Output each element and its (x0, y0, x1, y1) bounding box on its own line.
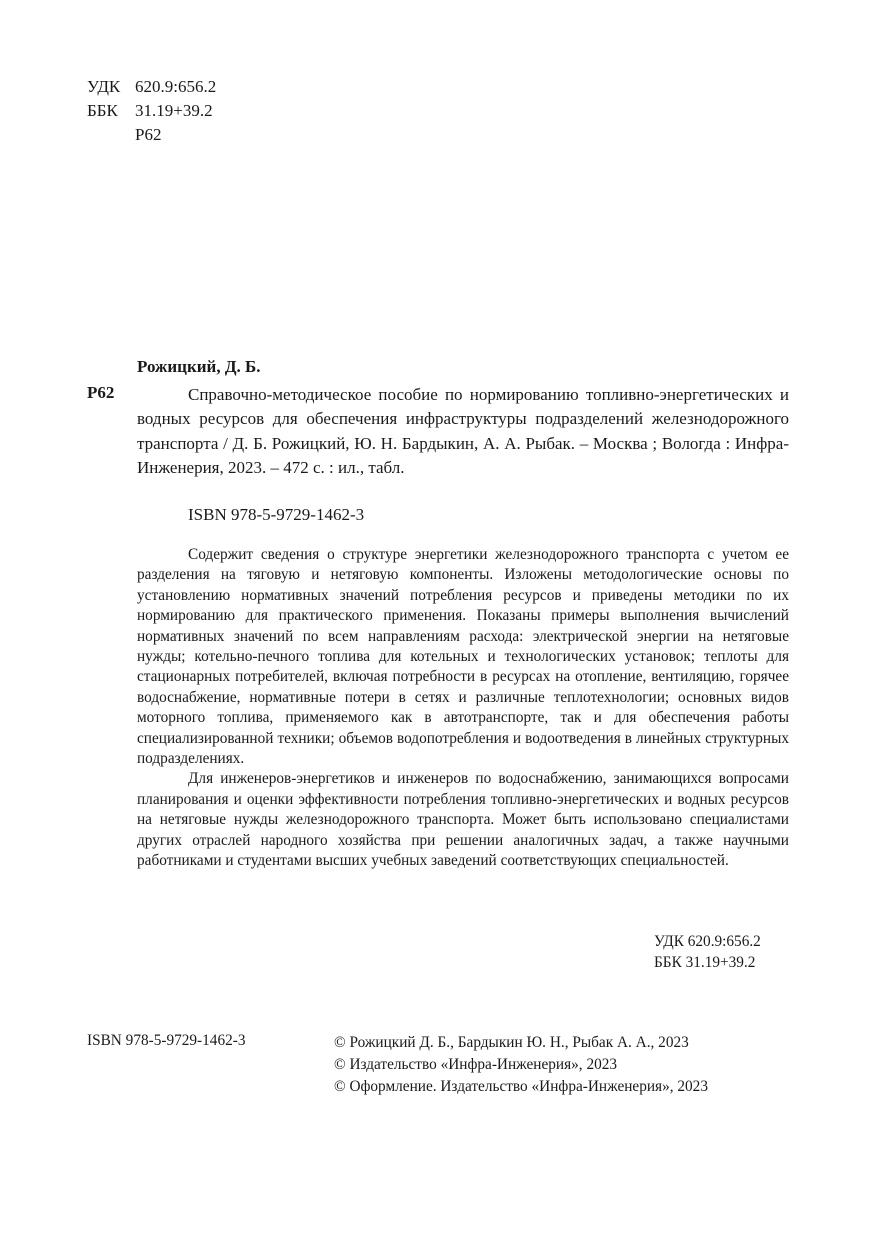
classification-block (87, 75, 216, 147)
copyright-block (334, 1032, 708, 1098)
bottom-bbk: ББК 31.19+39.2 (654, 953, 756, 971)
footer-isbn: ISBN 978-5-9729-1462-3 (87, 1032, 246, 1049)
bottom-classification (654, 932, 761, 973)
copyright-line: © Издательство «Инфра-Инженерия», 2023 (334, 1056, 618, 1073)
annotation-paragraph: Для инженеров-энергетиков и инженеров по водоснабжению, занимающихся вопросами планирования и оценки эффективности потребления топливно-энергетических и водных ресурсов на нетяговые нужды железнодорожного транспорта. Может быть использовано специалистами других отраслей народного хозяйства при решении аналогичных задач, а также научными работниками и студентами высших учебных заведений соответствующих специальностей. (137, 770, 789, 870)
annotation-paragraph: Содержит сведения о структуре энергетики железнодорожного транспорта с учетом ее разделения на тяговую и нетяговую компоненты. Изложены методологические основы по установлению нормативных значений потребления ресурсов и приведены методики по их нормированию для практического применения. Показаны примеры выполнения вычислений нормативных значений по всем направлениям расхода: электрической энергии на нетяговые нужды; котельно-печного топлива для котельных и технологических установок; теплоты для стационарных потребителей, включая потребности в ресурсах на отопление, вентиляцию, горячее водоснабжение, нормативные потери в сетях и различные теплотехнологии; основных видов моторного топлива, применяемого как в автотранспорте, так и для обеспечения работы специализированной техники; объемов водопотребления и водоотведения в линейных структурных подразделениях. (137, 546, 789, 768)
bbk-label: ББК (87, 101, 118, 120)
bbk-row (87, 99, 216, 123)
record-code: Р62 (87, 383, 115, 402)
bottom-udk: УДК 620.9:656.2 (654, 933, 761, 950)
copyright-line: © Рожицкий Д. Б., Бардыкин Ю. Н., Рыбак А. А., 2023 (334, 1034, 689, 1051)
udk-value: 620.9:656.2 (135, 77, 217, 96)
author-mark-row (87, 123, 216, 147)
udk-row (87, 75, 216, 99)
bbk-value: 31.19+39.2 (135, 101, 213, 120)
author-mark: Р62 (135, 125, 162, 144)
copyright-line: © Оформление. Издательство «Инфра-Инженерия», 2023 (334, 1078, 708, 1095)
record-description: Справочно-методическое пособие по нормированию топливно-энергетических и водных ресурсов для обеспечения инфраструктуры подразделений железнодорожного транспорта / Д. Б. Рожицкий, Ю. Н. Бардыкин, А. А. Рыбак. – Москва ; Вологда : Инфра-Инженерия, 2023. – 472 с. : ил., табл. (137, 385, 789, 477)
record-isbn: ISBN 978-5-9729-1462-3 (188, 505, 365, 524)
annotation (137, 545, 789, 872)
udk-label: УДК (87, 77, 121, 96)
record-author: Рожицкий, Д. Б. (137, 357, 261, 376)
